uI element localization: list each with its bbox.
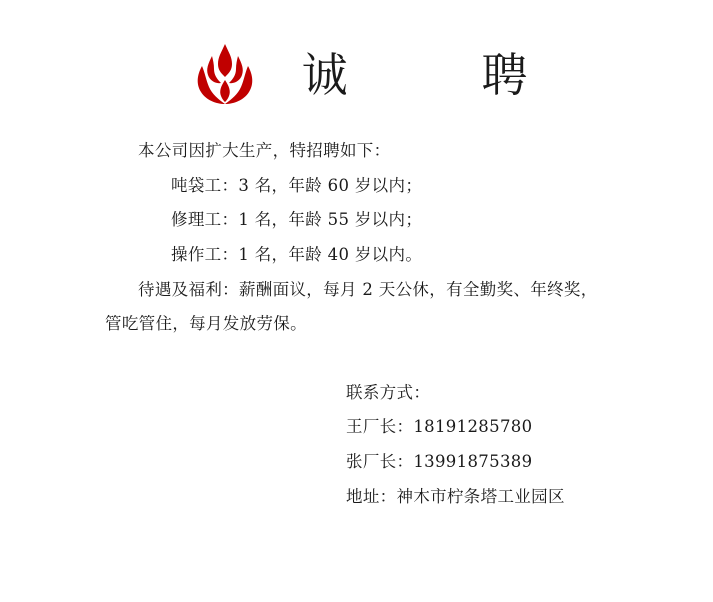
paragraph-benefits: 待遇及福利：薪酬面议，每月 2 天公休，有全勤奖、年终奖，管吃管住，每月发放劳保。 [105,279,598,334]
page-title: 诚 聘 [301,48,530,102]
paragraph-intro: 本公司因扩大生产，特招聘如下： [138,141,391,160]
contact-line-zhang: 张厂长：13991875389 [346,452,533,472]
paragraph-job-3: 操作工：1 名，年龄 40 岁以内。 [171,244,423,264]
paragraph-job-1: 吨袋工：3 名，年龄 60 岁以内； [171,175,423,195]
document-header [0,0,713,108]
paragraph-job-2: 修理工：1 名，年龄 55 岁以内； [171,210,423,230]
contact-line-wang: 王厂长：18191285780 [346,417,533,437]
document-body [0,134,713,342]
contact-line-address: 地址：神木市柠条塔工业园区 [346,486,565,506]
contact-block [0,376,713,515]
contact-heading: 联系方式： [346,382,431,402]
flame-logo-icon [194,42,256,108]
